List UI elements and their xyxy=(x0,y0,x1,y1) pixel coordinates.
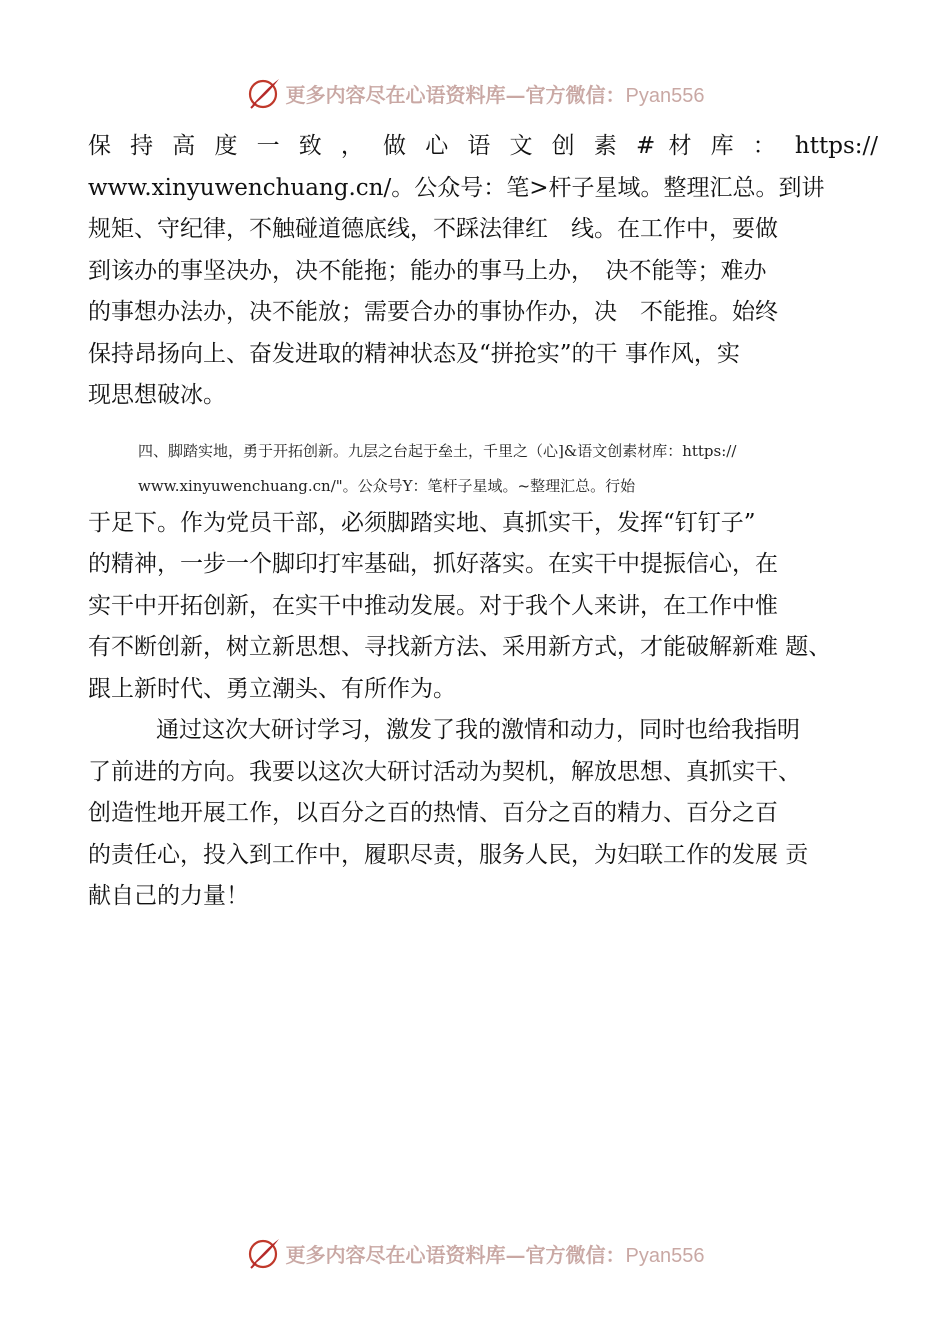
paragraph-1 xyxy=(88,126,878,417)
text-line: 于足下。作为党员干部，必须脚踏实地、真抓实干，发挥“钉钉子” xyxy=(88,509,756,536)
quill-pen-logo-icon xyxy=(246,1235,282,1271)
text-line: 的责任心，投入到工作中，履职尽责，服务人民，为妇联工作的发展 贡 xyxy=(88,841,809,868)
quill-pen-logo-icon xyxy=(246,75,282,111)
text-line: www.xinyuwenchuang.cn/。公众号：笔>杆子星域。整理汇总。到讲 xyxy=(88,174,825,201)
text-line: 规矩、守纪律，不触碰道德底线，不踩法律红 线。在工作中，要做 xyxy=(88,216,778,242)
text-line: 现思想破冰。 xyxy=(88,382,226,408)
text-line: 的事想办法办，决不能放；需要合办的事协作办，决 不能推。始终 xyxy=(88,299,778,325)
text-line: 保 持 高 度 一 致 ， 做 心 语 文 创 素 # 材 库 ： https:// xyxy=(88,133,878,159)
text-line: 了前进的方向。我要以这次大研讨活动为契机，解放思想、真抓实干、 xyxy=(88,758,801,785)
header-banner xyxy=(0,73,950,113)
banner-wechat-id: Pyan556 xyxy=(625,1244,705,1267)
text-line: 保持昂扬向上、奋发进取的精神状态及“拼抢实”的干 事作风，实 xyxy=(88,340,740,367)
text-line: 实干中开拓创新，在实干中推动发展。对于我个人来讲，在工作中惟 xyxy=(88,592,778,619)
text-line: 有不断创新，树立新思想、寻找新方法、采用新方式，才能破解新难 题、 xyxy=(88,634,832,660)
paragraph-3 xyxy=(88,710,878,918)
footer-banner xyxy=(0,1233,950,1273)
banner-text: 更多内容尽在心语资料库—官方微信：Pyan556 xyxy=(285,1242,705,1267)
small-print-paragraph xyxy=(88,429,878,499)
paragraph-2 xyxy=(88,503,878,711)
banner-wechat-id: Pyan556 xyxy=(625,84,705,107)
banner-text: 更多内容尽在心语资料库—官方微信：Pyan556 xyxy=(285,82,705,107)
text-line: 的精神，一步一个脚印打牢基础，抓好落实。在实干中提振信心，在 xyxy=(88,551,778,577)
text-line: 通过这次大研讨学习，激发了我的激情和动力，同时也给我指明 xyxy=(156,717,800,743)
small-text-line: www.xinyuwenchuang.cn/"。公众号Y：笔杆子星域。~整理汇总。行始 xyxy=(138,476,636,495)
text-line: 跟上新时代、勇立潮头、有所作为。 xyxy=(88,675,456,702)
small-text-line: 四、脚踏实地，勇于开拓创新。九层之台起于垒土，千里之（心]&语文创素材库：https:// xyxy=(138,441,737,460)
document-body xyxy=(88,126,878,918)
text-line: 创造性地开展工作，以百分之百的热情、百分之百的精力、百分之百 xyxy=(88,800,778,826)
text-line: 到该办的事坚决办，决不能拖；能办的事马上办， 决不能等；难办 xyxy=(88,257,767,284)
text-line: 献自己的力量！ xyxy=(88,883,249,909)
